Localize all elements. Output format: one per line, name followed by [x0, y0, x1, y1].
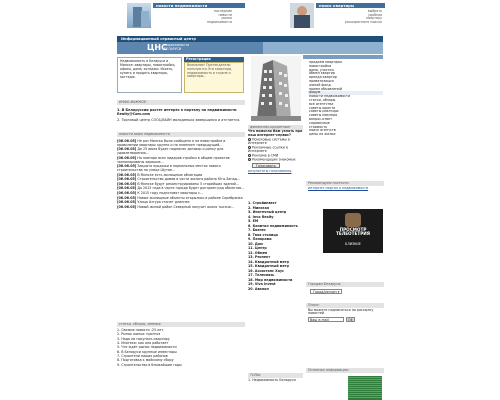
- city-title: Городам Беларуси:: [306, 282, 384, 287]
- chevron-down-icon: ▾: [337, 289, 340, 294]
- list-item[interactable]: 5. ЕМ: [248, 219, 259, 223]
- news-item[interactable]: [06.06.05] Новый жилой район Северный получит около тысячи...: [117, 205, 234, 210]
- list-item[interactable]: 7. Бизнес: [248, 228, 266, 232]
- subscribe-text: Вы можете подписаться на рассылку новостей: [308, 307, 374, 316]
- list-item[interactable]: 15. Квадратный метр: [248, 264, 289, 268]
- nav-link[interactable]: новостройки: [309, 63, 332, 68]
- nav-link[interactable]: стоимость: [309, 124, 328, 129]
- nav-link[interactable]: вопрос-ответ: [309, 116, 333, 121]
- article-item[interactable]: 2. Рынок жилья: прогноз: [117, 332, 161, 337]
- headline-item[interactable]: 1. В Белоруссии растет интерес к порталу по недвижимости Realty@Com.com: [117, 108, 237, 116]
- right-nav-list: [308, 61, 383, 137]
- news-item[interactable]: [06.06.05] Закрыта продажи в нормальных местах нового строительства на улице Шутое...: [117, 164, 221, 172]
- news-item[interactable]: [06.06.05] До 25 июля будет подписан договор о ринку для удовлетворения...: [117, 147, 224, 156]
- nav-link[interactable]: жилой фонд: [309, 82, 331, 87]
- nav-link[interactable]: продаем квартиры: [309, 60, 342, 64]
- article-item[interactable]: 1. Свежие новости -25 лет.: [117, 328, 165, 332]
- article-item[interactable]: 5. Что ждёт рынок недвижимости: [117, 345, 177, 350]
- header-stripe: [263, 42, 383, 54]
- tops-title: ТОПЫ:: [248, 373, 303, 378]
- radio-icon[interactable]: [248, 158, 251, 161]
- info-box: [306, 368, 384, 373]
- banner-headline: ПРОСМОТР ТЕЛЕОТЕТРИЯ: [336, 227, 370, 237]
- list-item[interactable]: 8. Твоя столица: [248, 232, 278, 237]
- poll-option[interactable]: Рекламные ссылки в Интернете: [248, 145, 288, 153]
- nav-link[interactable]: приватизация: [309, 78, 334, 83]
- news-item[interactable]: [06.06.05] В Минске будут реконструированы 5 старейших зданий...: [117, 181, 239, 186]
- article-item[interactable]: 9. Строительство в ближайшие годы: [117, 362, 182, 367]
- nav-link[interactable]: советы риэлтора: [309, 109, 339, 114]
- list-item[interactable]: 14. Квадратный метр: [248, 259, 289, 264]
- list-item[interactable]: 9. Панорама: [248, 237, 272, 241]
- list-item[interactable]: 17. Телесвязь: [248, 273, 275, 277]
- radio-icon[interactable]: [248, 154, 251, 157]
- intro-box: Недвижимость в Беларуси и Минске: квартиры, новостройки, офисы, дома, котеджи. Искать, купить и продать квартиры, коттедж.: [117, 57, 182, 93]
- header: [117, 42, 383, 54]
- info-chart-image: [348, 376, 382, 400]
- recommend-link[interactable]: интернет-портал о недвижимости: [308, 185, 369, 190]
- recommend-title: Рекомендуем посетить:: [306, 181, 384, 186]
- list-item[interactable]: 4. Inva Realty: [248, 214, 274, 219]
- subscribe-box: [306, 303, 384, 322]
- nav-link[interactable]: все агентства: [309, 101, 334, 106]
- promo-search-title[interactable]: поиск квартиры: [316, 3, 385, 8]
- promo-news[interactable]: [127, 3, 245, 31]
- list-item[interactable]: 12. Обмен: [248, 250, 268, 255]
- headlines-title: ИНФО-ВАЖНОЕ:: [117, 100, 245, 105]
- nav-link[interactable]: статьи, обзоры: [309, 97, 336, 102]
- list-item[interactable]: 18. Мир недвижимости: [248, 277, 293, 282]
- tops-text[interactable]: 1. Недвижимость Беларуси: [248, 378, 296, 382]
- article-item[interactable]: 8. Подготовка к майскому сбору: [117, 358, 174, 363]
- agencies-list: [248, 202, 304, 292]
- nav-link[interactable]: форум: [308, 91, 383, 95]
- info-title: Полезная информация:: [306, 368, 384, 373]
- news-item[interactable]: [06.06.05] Улица Азгура станет длиннее: [117, 200, 190, 205]
- news-item[interactable]: [06.06.05] Не раз Минска было сообщено о на новостройке в привилении квартиры крупно и на планнинг предыдущий...: [117, 139, 226, 147]
- news-item[interactable]: [06.06.05] До 2015 года в черте города будет достроен ряд объектов...: [117, 186, 245, 191]
- news-list: [117, 140, 245, 211]
- poll-results-link[interactable]: результаты голосования: [248, 169, 292, 174]
- nav-link[interactable]: поиск агентств: [309, 128, 336, 133]
- recommend-box: [306, 181, 384, 191]
- subscribe-title: Поиск:: [306, 303, 384, 308]
- poll-option[interactable]: Реклама в СМИ: [248, 154, 304, 158]
- logo-subtitle: недвижимости БЕЛАРУСИ: [164, 43, 190, 51]
- list-item[interactable]: 6. Капитал недвижимость: [248, 223, 298, 228]
- promo-search-sub: выбрать удобная квартиру расширенного поиска: [344, 9, 382, 25]
- nav-link[interactable]: цены на жилье: [309, 132, 336, 137]
- nav-link[interactable]: советы маклера: [309, 113, 338, 118]
- poll-option[interactable]: Рекомендации знакомых: [248, 158, 304, 162]
- banner-figure-icon: [345, 213, 361, 227]
- news-item[interactable]: [06.06.05] На повторе всех лидеров стройки в общем проектов запланированы хорошие...: [117, 155, 230, 164]
- promo-news-image: [127, 3, 151, 28]
- list-item[interactable]: 19. Viva Invest: [248, 282, 276, 286]
- article-item[interactable]: 4. Ипотека: как она работает: [117, 341, 169, 346]
- promo-news-sub: последние новости рынка недвижимости: [206, 9, 232, 25]
- news-item[interactable]: [06.06.05] Строительство домов в части жилого района Юго-Запад...: [117, 177, 241, 182]
- list-item[interactable]: 16. Ассистанс Хаус: [248, 268, 285, 273]
- list-item[interactable]: 13. Респект: [248, 255, 271, 259]
- headline-item[interactable]: 2. Торговый центр СООЦЛАЙН молоденько завершился и отстается.: [117, 118, 241, 122]
- subscribe-ok-button[interactable]: Ok: [348, 318, 353, 323]
- ad-banner[interactable]: [323, 209, 383, 253]
- nav-link[interactable]: новости недвижимости: [309, 94, 351, 99]
- poll-box: [248, 130, 304, 174]
- right-header-strip: [303, 55, 383, 59]
- nav-link[interactable]: обмен квартир: [309, 71, 335, 76]
- nav-link[interactable]: прием объявлений: [309, 86, 342, 91]
- email-field[interactable]: Ваш e-mail: [308, 317, 344, 322]
- site-logo[interactable]: ЦНС: [147, 43, 167, 52]
- nav-link[interactable]: дома, участки: [309, 67, 334, 72]
- news-item[interactable]: [06.06.05] Новые жилищные объекты открылись в районе Серебрянка: [117, 195, 243, 200]
- poll-title: финансово-кредитные:: [248, 125, 303, 130]
- news-item[interactable]: [06.06.05] В Минске есть жилищные облигации: [117, 172, 203, 177]
- register-text: Внимание! Претендатели пользуются Эти квартиры, недвижимость в стране и квартиры...: [184, 62, 244, 93]
- city-box: [306, 282, 384, 294]
- building-image: [251, 56, 301, 121]
- header-band: Информационный сервисный центр: [117, 36, 383, 42]
- nav-link[interactable]: аренда квартир: [309, 75, 337, 80]
- city-select[interactable]: Город/регион ▾: [310, 289, 342, 294]
- poll-option[interactable]: Поисковые системы в Интернете: [248, 137, 290, 145]
- list-item[interactable]: 3. Ипотечный центр: [248, 210, 287, 214]
- articles-list: [117, 329, 245, 368]
- article-item[interactable]: 3. Надо ли покупать квартиру: [117, 336, 170, 341]
- promo-search-image: [290, 3, 314, 28]
- articles-title: статьи, обзоры, мнения:: [117, 322, 245, 327]
- nav-link[interactable]: справочные: [309, 120, 330, 125]
- list-item[interactable]: 2. Минская: [248, 205, 270, 210]
- nav-link[interactable]: советы юриста: [309, 105, 336, 110]
- article-item[interactable]: 6. В Беларуси крупные инвесторы: [117, 349, 177, 354]
- news-title: новости мира недвижимости: [117, 132, 245, 137]
- register-box: [184, 57, 244, 93]
- top-promo-bar: [0, 0, 500, 34]
- promo-news-title[interactable]: новости недвижимости: [153, 3, 245, 8]
- news-item[interactable]: [06.06.05] К 2015 году подготовят квартиры с...: [117, 191, 204, 196]
- list-item[interactable]: 11. Центр: [248, 246, 267, 250]
- list-item[interactable]: 20. Авалон: [248, 286, 269, 291]
- promo-search[interactable]: [290, 3, 385, 31]
- poll-question: Что помогло Вам узнать про наш интернет-сервис?: [248, 129, 303, 137]
- vote-button[interactable]: Голосовать: [252, 163, 280, 168]
- list-item[interactable]: 1. Стройинвест: [248, 201, 277, 205]
- list-item[interactable]: 10. Дом: [248, 241, 263, 246]
- article-item[interactable]: 7. Строители наших районов: [117, 354, 168, 359]
- register-title[interactable]: Регистрация: [184, 57, 244, 62]
- banner-subtitle: БЛИЗКИЕ: [345, 242, 361, 246]
